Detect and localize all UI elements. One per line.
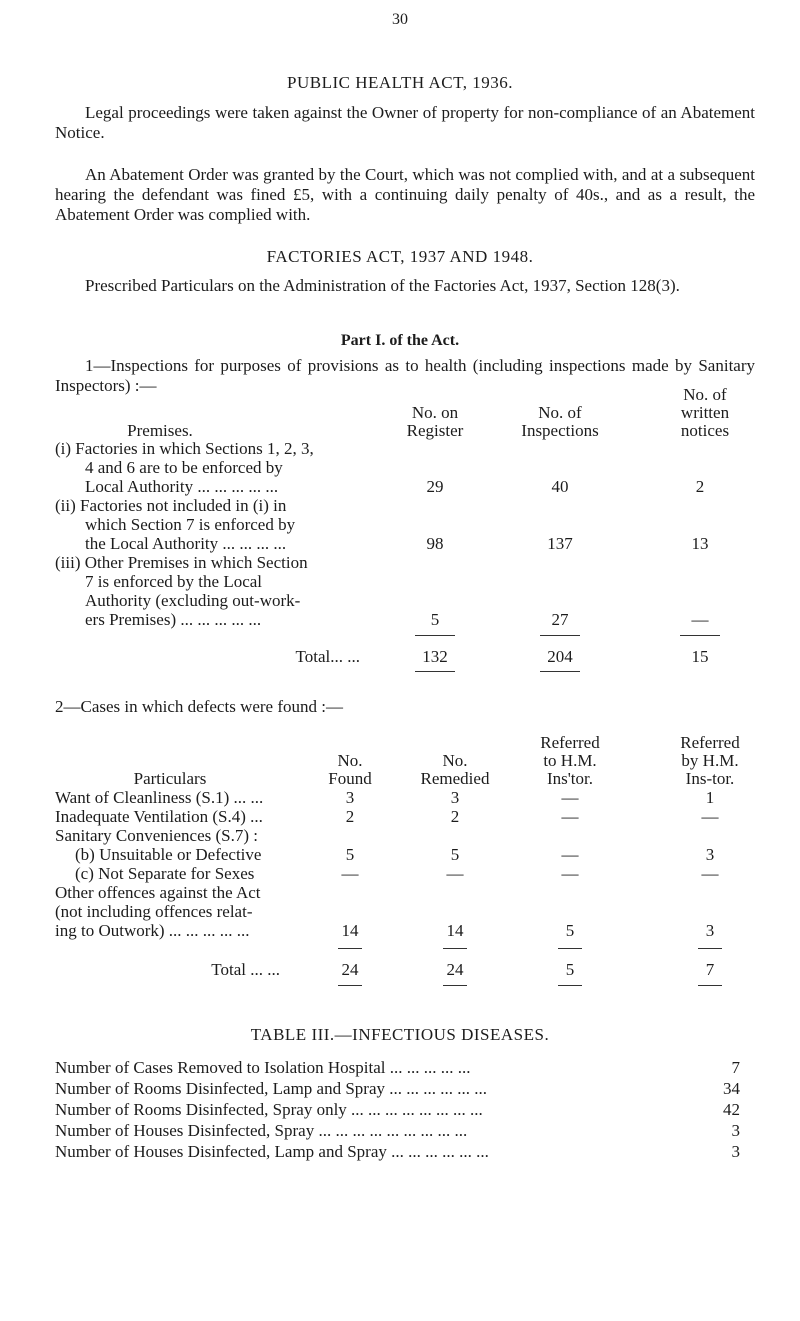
- total-label: Total ... ...: [211, 960, 280, 979]
- ref-to-header-line3: Ins'tor.: [546, 769, 594, 788]
- table-row-label: Authority (excluding out-work-: [85, 591, 301, 610]
- total-rule: [558, 985, 582, 986]
- part-one-heading: Part I. of the Act.: [340, 332, 460, 349]
- found-header-line2: Found: [328, 769, 372, 788]
- ref-to-value: —: [561, 807, 579, 826]
- abatement-order-paragraph: [55, 165, 755, 225]
- legal-proceedings-paragraph: [55, 103, 755, 143]
- notices-header-line1: No. of: [683, 385, 727, 404]
- inspections-total: 204: [547, 647, 573, 666]
- remedied-header-line2: Remedied: [420, 769, 490, 788]
- ref-to-value: —: [561, 788, 579, 807]
- list-item-value: 42: [723, 1100, 740, 1119]
- register-header-line1: No. on: [411, 403, 459, 422]
- register-header-line2: Register: [406, 421, 464, 440]
- page-number: 30: [392, 11, 408, 28]
- total-rule: [680, 635, 720, 636]
- register-value: 98: [426, 534, 444, 553]
- remedied-value: —: [446, 864, 464, 883]
- table-row-label: ers Premises) ... ... ... ... ...: [85, 610, 262, 629]
- ref-by-value: 3: [705, 921, 715, 940]
- list-item-value: 7: [731, 1058, 740, 1077]
- inspections-value: 40: [551, 477, 569, 496]
- table-row-label: which Section 7 is enforced by: [85, 515, 296, 534]
- list-item: Number of Houses Disinfected, Spray ... ... ... ... ... ... ... ... ...: [55, 1121, 468, 1140]
- found-value: 14: [341, 921, 359, 940]
- table-row-label: (ii) Factories not included in (i) in: [55, 496, 287, 515]
- list-item-value: 34: [723, 1079, 740, 1098]
- ref-by-header-line2: by H.M.: [681, 751, 739, 770]
- inspections-header-line2: Inspections: [521, 421, 599, 440]
- found-value: —: [341, 864, 359, 883]
- table-row-label: Want of Cleanliness (S.1) ... ...: [55, 788, 264, 807]
- remedied-total: 24: [446, 960, 464, 979]
- table-row-label: ing to Outwork) ... ... ... ... ...: [55, 921, 250, 940]
- ref-to-header-line2: to H.M.: [543, 751, 597, 770]
- total-rule: [443, 985, 467, 986]
- remedied-header-line1: No.: [442, 751, 468, 770]
- ref-by-value: 3: [705, 845, 715, 864]
- notices-header-line3: notices: [680, 421, 730, 440]
- table-row-label: (b) Unsuitable or Defective: [75, 845, 262, 864]
- premises-header: Premises.: [127, 421, 193, 440]
- list-item-value: 3: [731, 1142, 740, 1161]
- ref-by-value: —: [701, 864, 719, 883]
- remedied-value: 3: [450, 788, 460, 807]
- prescribed-particulars-text: Prescribed Particulars on the Administration of the Factories Act, 1937, Section 128(3).: [85, 276, 680, 295]
- total-rule: [338, 985, 362, 986]
- infectious-diseases-heading: TABLE III.—INFECTIOUS DISEASES.: [250, 1025, 550, 1044]
- table-row-label: Inadequate Ventilation (S.4) ...: [55, 807, 263, 826]
- ref-to-value: 5: [565, 921, 575, 940]
- inspections-intro-text: 1—Inspections for purposes of provisions as to health (including inspections made by Sanitary Inspectors) :—: [55, 356, 755, 395]
- table-row-label: Sanitary Conveniences (S.7) :: [55, 826, 259, 845]
- register-value: 29: [426, 477, 444, 496]
- legal-proceedings-text: Legal proceedings were taken against the Owner of property for non-compliance of an Abatement Notice.: [55, 103, 755, 142]
- total-rule: [540, 635, 580, 636]
- found-total: 24: [341, 960, 359, 979]
- ref-by-value: 1: [705, 788, 715, 807]
- table-row-label: (not including offences relat-: [55, 902, 253, 921]
- remedied-value: 2: [450, 807, 460, 826]
- list-item-value: 3: [731, 1121, 740, 1140]
- public-health-act-heading: PUBLIC HEALTH ACT, 1936.: [287, 73, 513, 92]
- factories-act-heading: FACTORIES ACT, 1937 AND 1948.: [266, 247, 534, 266]
- table-row-label: (i) Factories in which Sections 1, 2, 3,: [55, 439, 314, 458]
- list-item: Number of Cases Removed to Isolation Hospital ... ... ... ... ...: [55, 1058, 471, 1077]
- total-rule: [415, 635, 455, 636]
- table-row-label: 7 is enforced by the Local: [85, 572, 263, 591]
- ref-by-header-line3: Ins-tor.: [685, 769, 735, 788]
- table-row-label: Other offences against the Act: [55, 883, 261, 902]
- ref-by-total: 7: [705, 960, 715, 979]
- total-rule: [698, 948, 722, 949]
- ref-to-value: —: [561, 845, 579, 864]
- found-value: 3: [345, 788, 355, 807]
- abatement-order-text: An Abatement Order was granted by the Court, which was not complied with, and at a subsequent hearing the defendant was fined £5, with a continuing daily penalty of 40s., and as a result, the Abatement Order was complied with.: [55, 165, 755, 224]
- total-rule: [443, 948, 467, 949]
- total-label: Total... ...: [295, 647, 360, 666]
- notices-header-line2: written: [680, 403, 730, 422]
- table-row-label: (iii) Other Premises in which Section: [55, 553, 308, 572]
- notices-value: 13: [691, 534, 709, 553]
- list-item: Number of Rooms Disinfected, Lamp and Spray ... ... ... ... ... ...: [55, 1079, 488, 1098]
- total-rule: [558, 948, 582, 949]
- remedied-value: 5: [450, 845, 460, 864]
- table-row-label: Local Authority ... ... ... ... ...: [85, 477, 279, 496]
- total-rule: [415, 671, 455, 672]
- list-item: Number of Houses Disinfected, Lamp and Spray ... ... ... ... ... ...: [55, 1142, 489, 1161]
- list-item: Number of Rooms Disinfected, Spray only ... ... ... ... ... ... ... ...: [55, 1100, 483, 1119]
- ref-to-header-line1: Referred: [540, 733, 600, 752]
- ref-by-value: —: [701, 807, 719, 826]
- ref-to-total: 5: [565, 960, 575, 979]
- total-rule: [698, 985, 722, 986]
- table-row-label: the Local Authority ... ... ... ...: [85, 534, 287, 553]
- found-header-line1: No.: [337, 751, 363, 770]
- inspections-header-line1: No. of: [538, 403, 582, 422]
- prescribed-particulars-paragraph: [55, 276, 755, 296]
- table-row-label: 4 and 6 are to be enforced by: [85, 458, 283, 477]
- inspections-value: 27: [551, 610, 569, 629]
- table-row-label: (c) Not Separate for Sexes: [75, 864, 255, 883]
- ref-to-value: —: [561, 864, 579, 883]
- remedied-value: 14: [446, 921, 464, 940]
- notices-value: 2: [695, 477, 705, 496]
- particulars-header: Particulars: [133, 769, 207, 788]
- inspections-value: 137: [547, 534, 573, 553]
- notices-value: —: [691, 610, 709, 629]
- ref-by-header-line1: Referred: [680, 733, 740, 752]
- notices-total: 15: [691, 647, 709, 666]
- defects-intro: 2—Cases in which defects were found :—: [55, 697, 343, 716]
- found-value: 2: [345, 807, 355, 826]
- register-value: 5: [430, 610, 440, 629]
- total-rule: [540, 671, 580, 672]
- found-value: 5: [345, 845, 355, 864]
- register-total: 132: [422, 647, 448, 666]
- total-rule: [338, 948, 362, 949]
